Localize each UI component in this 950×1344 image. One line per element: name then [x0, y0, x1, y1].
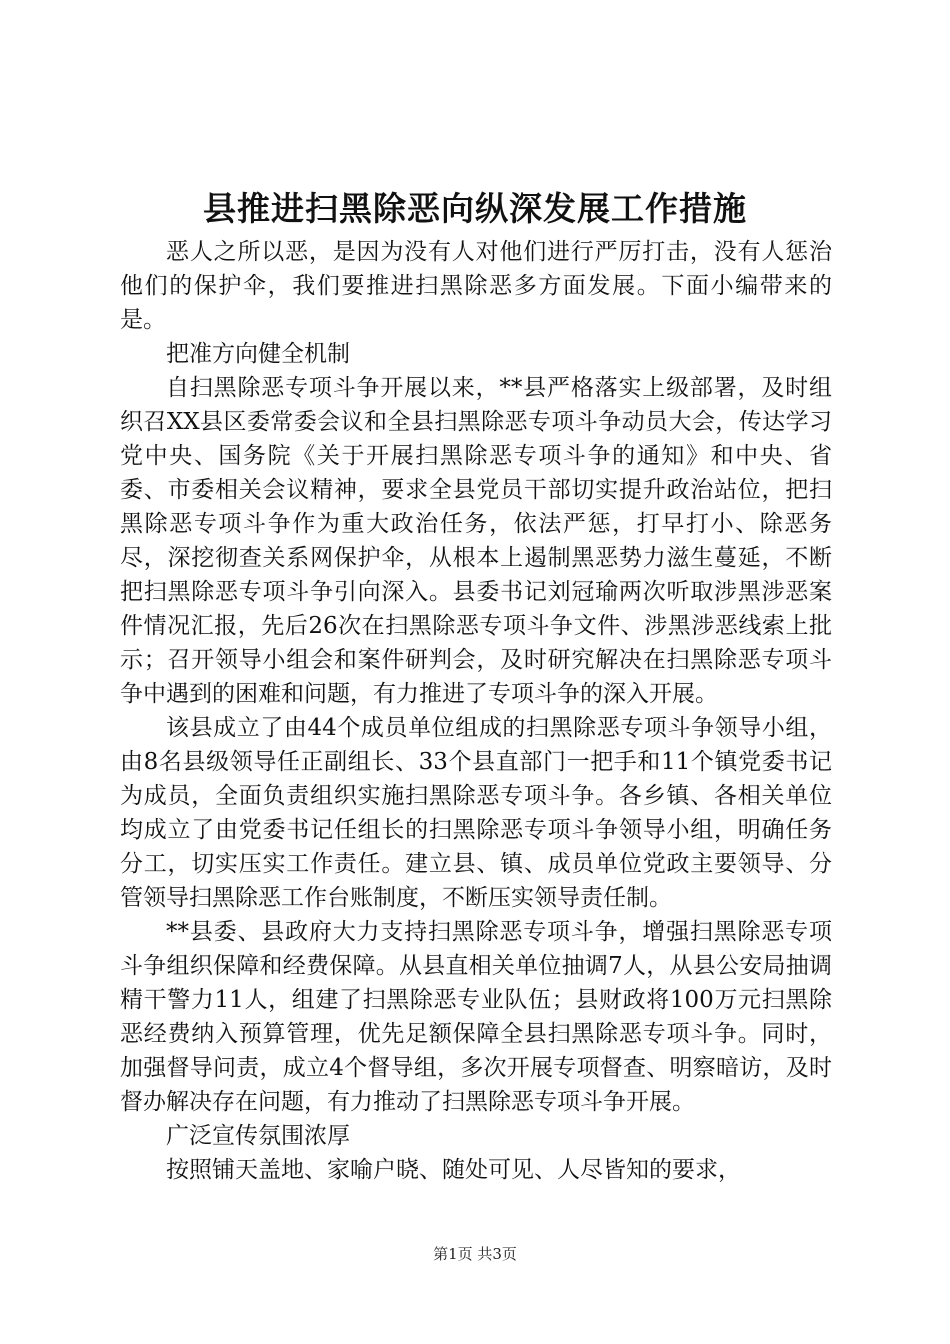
page-footer: 第1页 共3页: [433, 1245, 517, 1263]
intro-paragraph: 恶人之所以恶，是因为没有人对他们进行严厉打击，没有人惩治他们的保护伞，我们要推进扫黑除恶多方面发展。下面小编带来的是。: [120, 239, 832, 333]
body-paragraph: 自扫黑除恶专项斗争开展以来，**县严格落实上级部署，及时组织召XX县区委常委会议和全县扫黑除恶专项斗争动员大会，传达学习党中央、国务院《关于开展扫黑除恶专项斗争的通知》和中央、省委、市委相关会议精神，要求全县党员干部切实提升政治站位，把扫黑除恶专项斗争作为重大政治任务，依法严惩，打早打小、除恶务尽，深挖彻查关系网保护伞，从根本上遏制黑恶势力滋生蔓延，不断把扫黑除恶专项斗争引向深入。县委书记刘冠瑜两次听取涉黑涉恶案件情况汇报，先后26次在扫黑除恶专项斗争文件、涉黑涉恶线索上批示；召开领导小组会和案件研判会，及时研究解决在扫黑除恶专项斗争中遇到的困难和问题，有力推进了专项斗争的深入开展。: [120, 375, 832, 707]
document-title: 县推进扫黑除恶向纵深发展工作措施: [203, 189, 747, 228]
body-paragraph: 该县成立了由44个成员单位组成的扫黑除恶专项斗争领导小组，由8名县级领导任正副组长、33个县直部门一把手和11个镇党委书记为成员，全面负责组织实施扫黑除恶专项斗争。各乡镇、各相关单位均成立了由党委书记任组长的扫黑除恶专项斗争领导小组，明确任务分工，切实压实工作责任。建立县、镇、成员单位党政主要领导、分管领导扫黑除恶工作台账制度，不断压实领导责任制。: [120, 715, 832, 911]
section-heading: 把准方向健全机制: [166, 341, 350, 367]
body-paragraph: 按照铺天盖地、家喻户晓、随处可见、人尽皆知的要求，: [166, 1157, 741, 1183]
document-body: [120, 235, 832, 1187]
body-paragraph: **县委、县政府大力支持扫黑除恶专项斗争，增强扫黑除恶专项斗争组织保障和经费保障。从县直相关单位抽调7人，从县公安局抽调精干警力11人，组建了扫黑除恶专业队伍；县财政将100万元扫黑除恶经费纳入预算管理，优先足额保障全县扫黑除恶专项斗争。同时，加强督导问责，成立4个督导组，多次开展专项督查、明察暗访，及时督办解决存在问题，有力推动了扫黑除恶专项斗争开展。: [120, 919, 832, 1115]
section-heading: 广泛宣传氛围浓厚: [166, 1123, 350, 1149]
